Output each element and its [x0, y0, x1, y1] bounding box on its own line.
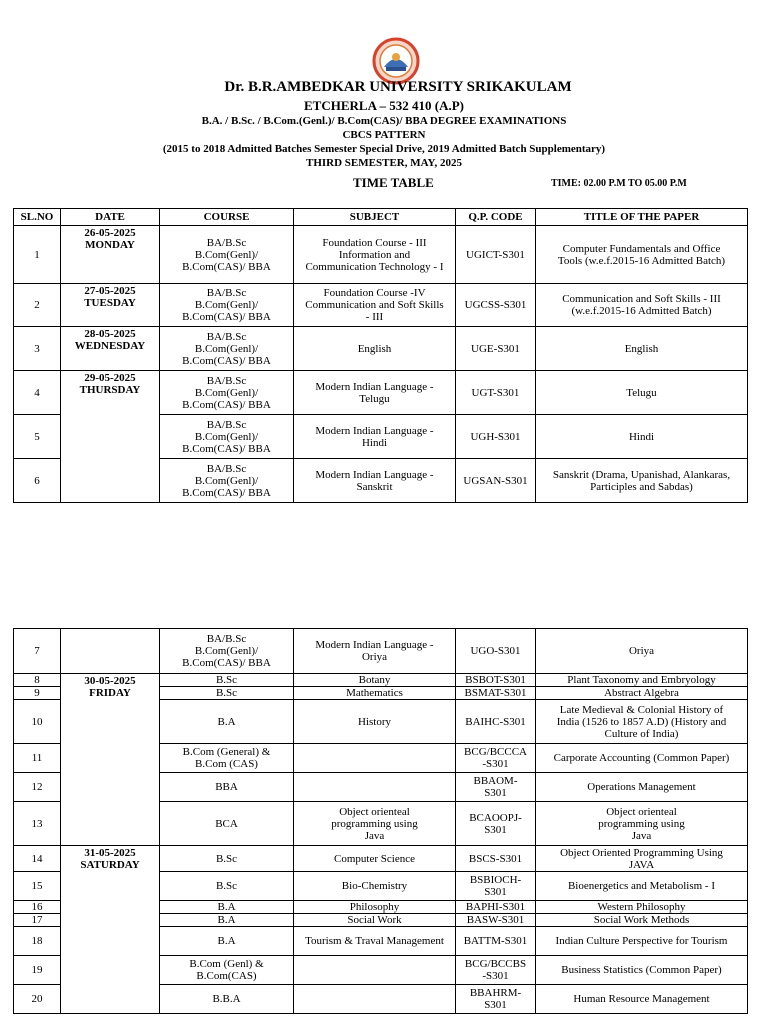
cell-subject: Bio-Chemistry: [294, 872, 456, 901]
cell-subject: English: [294, 327, 456, 371]
col-date: DATE: [61, 209, 160, 226]
cell-subject: Foundation Course -IV Communication and Soft Skills - III: [294, 284, 456, 327]
cell-qp-code: BSBIOCH- S301: [456, 872, 536, 901]
cell-qp-code: BBAHRM- S301: [456, 985, 536, 1014]
cell-course: B.Sc: [160, 846, 294, 872]
cell-course: BA/B.Sc B.Com(Genl)/ B.Com(CAS)/ BBA: [160, 629, 294, 674]
cell-slno: 13: [14, 802, 61, 846]
cell-subject: Philosophy: [294, 901, 456, 914]
time-table-heading: TIME TABLE: [353, 175, 434, 190]
cell-subject: Modern Indian Language - Hindi: [294, 415, 456, 459]
cell-subject: History: [294, 700, 456, 744]
cell-course: BA/B.Sc B.Com(Genl)/ B.Com(CAS)/ BBA: [160, 415, 294, 459]
cell-qp-code: UGCSS-S301: [456, 284, 536, 327]
cell-subject: [294, 744, 456, 773]
cell-qp-code: BCG/BCCCA -S301: [456, 744, 536, 773]
cell-course: BCA: [160, 802, 294, 846]
table-header-row: [14, 209, 748, 226]
cell-course: B.A: [160, 914, 294, 927]
cell-date: [61, 629, 160, 674]
cell-course: BA/B.Sc B.Com(Genl)/ B.Com(CAS)/ BBA: [160, 459, 294, 503]
cell-course: B.A: [160, 700, 294, 744]
cell-subject: Tourism & Traval Management: [294, 927, 456, 956]
cell-subject: Mathematics: [294, 687, 456, 700]
cell-qp-code: BATTM-S301: [456, 927, 536, 956]
cell-title: Object orienteal programming using Java: [536, 802, 748, 846]
table-row: [14, 371, 748, 415]
cell-qp-code: BSCS-S301: [456, 846, 536, 872]
cell-subject: Modern Indian Language - Telugu: [294, 371, 456, 415]
cell-slno: 17: [14, 914, 61, 927]
cell-slno: 18: [14, 927, 61, 956]
cell-course: B.Com (General) & B.Com (CAS): [160, 744, 294, 773]
cell-qp-code: UGSAN-S301: [456, 459, 536, 503]
cell-title: Late Medieval & Colonial History of India (1526 to 1857 A.D) (History and Culture of India): [536, 700, 748, 744]
cell-title: Carporate Accounting (Common Paper): [536, 744, 748, 773]
cell-title: Western Philosophy: [536, 901, 748, 914]
exam-semester: THIRD SEMESTER, MAY, 2025: [306, 157, 462, 169]
cell-slno: 14: [14, 846, 61, 872]
cell-date: 26-05-2025 MONDAY: [61, 226, 160, 284]
cell-slno: 11: [14, 744, 61, 773]
cell-slno: 10: [14, 700, 61, 744]
table-row: [14, 284, 748, 327]
cell-subject: Botany: [294, 674, 456, 687]
cell-subject: Object orienteal programming using Java: [294, 802, 456, 846]
table-row: [14, 674, 748, 687]
cell-qp-code: UGT-S301: [456, 371, 536, 415]
cell-subject: [294, 773, 456, 802]
cell-course: BA/B.Sc B.Com(Genl)/ B.Com(CAS)/ BBA: [160, 327, 294, 371]
cell-qp-code: BCAOOPJ- S301: [456, 802, 536, 846]
col-course: COURSE: [160, 209, 294, 226]
cell-subject: [294, 956, 456, 985]
cell-course: B.B.A: [160, 985, 294, 1014]
cell-qp-code: BSBOT-S301: [456, 674, 536, 687]
table-row: [14, 629, 748, 674]
cell-subject: Modern Indian Language - Oriya: [294, 629, 456, 674]
timetable-part-1: [13, 208, 748, 503]
cell-course: B.A: [160, 901, 294, 914]
cell-qp-code: UGH-S301: [456, 415, 536, 459]
col-slno: SL.NO: [14, 209, 61, 226]
cell-date: 28-05-2025 WEDNESDAY: [61, 327, 160, 371]
cell-title: Oriya: [536, 629, 748, 674]
cell-course: B.Sc: [160, 687, 294, 700]
cell-slno: 8: [14, 674, 61, 687]
cell-title: Computer Fundamentals and Office Tools (w.e.f.2015-16 Admitted Batch): [536, 226, 748, 284]
cell-date: 29-05-2025 THURSDAY: [61, 371, 160, 503]
university-name: Dr. B.R.AMBEDKAR UNIVERSITY SRIKAKULAM: [224, 79, 572, 95]
cell-course: B.Sc: [160, 872, 294, 901]
table-row: [14, 846, 748, 872]
cell-qp-code: UGICT-S301: [456, 226, 536, 284]
cell-course: BA/B.Sc B.Com(Genl)/ B.Com(CAS)/ BBA: [160, 226, 294, 284]
cell-slno: 5: [14, 415, 61, 459]
cell-title: Operations Management: [536, 773, 748, 802]
cell-title: Hindi: [536, 415, 748, 459]
timetable-part-2: [13, 628, 748, 1014]
cell-slno: 3: [14, 327, 61, 371]
cell-qp-code: BCG/BCCBS -S301: [456, 956, 536, 985]
cell-course: BA/B.Sc B.Com(Genl)/ B.Com(CAS)/ BBA: [160, 284, 294, 327]
exam-time: TIME: 02.00 P.M TO 05.00 P.M: [551, 178, 687, 189]
cell-title: Telugu: [536, 371, 748, 415]
cell-course: BA/B.Sc B.Com(Genl)/ B.Com(CAS)/ BBA: [160, 371, 294, 415]
table-row: [14, 226, 748, 284]
cell-subject: Computer Science: [294, 846, 456, 872]
cell-slno: 2: [14, 284, 61, 327]
cell-title: English: [536, 327, 748, 371]
cell-subject: [294, 985, 456, 1014]
cell-title: Indian Culture Perspective for Tourism: [536, 927, 748, 956]
cell-slno: 19: [14, 956, 61, 985]
cell-course: B.A: [160, 927, 294, 956]
cell-subject: Foundation Course - III Information and Communication Technology - I: [294, 226, 456, 284]
exam-title: B.A. / B.Sc. / B.Com.(Genl.)/ B.Com(CAS)/ BBA DEGREE EXAMINATIONS: [201, 115, 567, 127]
cell-qp-code: BSMAT-S301: [456, 687, 536, 700]
cell-slno: 9: [14, 687, 61, 700]
cell-qp-code: BASW-S301: [456, 914, 536, 927]
cell-course: B.Sc: [160, 674, 294, 687]
col-qp-code: Q.P. CODE: [456, 209, 536, 226]
cell-title: Social Work Methods: [536, 914, 748, 927]
cell-subject: Social Work: [294, 914, 456, 927]
cell-qp-code: UGO-S301: [456, 629, 536, 674]
cell-title: Communication and Soft Skills - III (w.e.f.2015-16 Admitted Batch): [536, 284, 748, 327]
cell-slno: 20: [14, 985, 61, 1014]
cell-subject: Modern Indian Language - Sanskrit: [294, 459, 456, 503]
col-title: TITLE OF THE PAPER: [536, 209, 748, 226]
cell-title: Sanskrit (Drama, Upanishad, Alankaras, Participles and Sabdas): [536, 459, 748, 503]
cell-title: Object Oriented Programming Using JAVA: [536, 846, 748, 872]
cell-slno: 1: [14, 226, 61, 284]
cell-title: Abstract Algebra: [536, 687, 748, 700]
cell-slno: 6: [14, 459, 61, 503]
cell-date: 27-05-2025 TUESDAY: [61, 284, 160, 327]
exam-batches: (2015 to 2018 Admitted Batches Semester Special Drive, 2019 Admitted Batch Supplementary): [162, 143, 606, 155]
exam-pattern: CBCS PATTERN: [342, 129, 426, 141]
cell-slno: 7: [14, 629, 61, 674]
col-subject: SUBJECT: [294, 209, 456, 226]
cell-title: Plant Taxonomy and Embryology: [536, 674, 748, 687]
cell-course: B.Com (Genl) & B.Com(CAS): [160, 956, 294, 985]
cell-slno: 15: [14, 872, 61, 901]
cell-title: Bioenergetics and Metabolism - I: [536, 872, 748, 901]
cell-qp-code: BBAOM- S301: [456, 773, 536, 802]
cell-slno: 16: [14, 901, 61, 914]
cell-date: 30-05-2025 FRIDAY: [61, 674, 160, 846]
university-logo: [372, 37, 420, 85]
cell-date: 31-05-2025 SATURDAY: [61, 846, 160, 1014]
table-row: [14, 327, 748, 371]
cell-qp-code: UGE-S301: [456, 327, 536, 371]
cell-slno: 12: [14, 773, 61, 802]
cell-title: Business Statistics (Common Paper): [536, 956, 748, 985]
cell-qp-code: BAPHI-S301: [456, 901, 536, 914]
cell-course: BBA: [160, 773, 294, 802]
university-address: ETCHERLA – 532 410 (A.P): [304, 98, 464, 113]
cell-title: Human Resource Management: [536, 985, 748, 1014]
cell-qp-code: BAIHC-S301: [456, 700, 536, 744]
cell-slno: 4: [14, 371, 61, 415]
